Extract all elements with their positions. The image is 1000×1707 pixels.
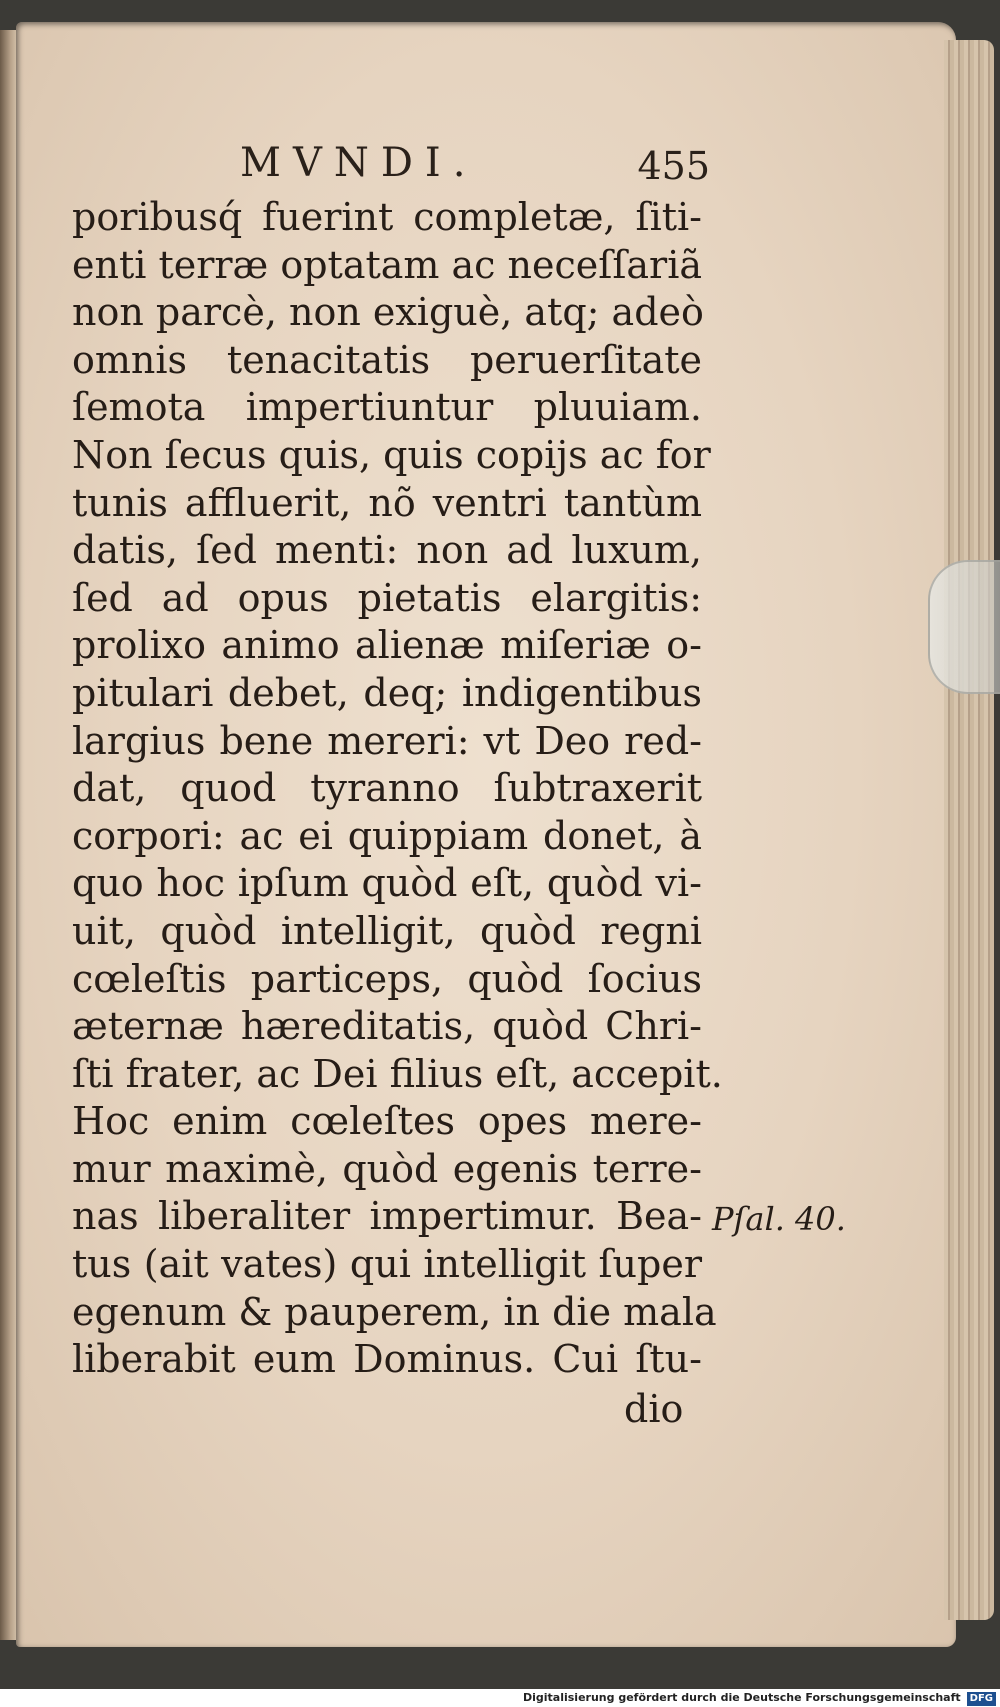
text-line: nas liberaliter impertimur. Bea- [72, 1194, 702, 1239]
text-line: uit, quòd intelligit, quòd regni [72, 908, 702, 953]
text-line: quo hoc ipſum quòd eſt, quòd vi- [72, 861, 702, 906]
text-line: ſti frater, ac Dei filius eſt, accepit. [72, 1051, 723, 1096]
text-line: prolixo animo alienæ miſeriæ o- [72, 623, 702, 668]
text-line: datis, ſed menti: non ad luxum, [72, 528, 702, 573]
running-head: MVNDI. [240, 140, 478, 186]
text-line: largius bene mereri: vt Deo red- [72, 718, 702, 763]
text-line: Non ſecus quis, quis copijs ac for [72, 432, 711, 477]
text-line: liberabit eum Dominus. Cui ſtu- [72, 1337, 702, 1382]
body-text [72, 194, 723, 1384]
text-line: tunis affluerit, nõ ventri tantùm [72, 480, 702, 525]
page-header [240, 140, 710, 192]
page-number: 455 [637, 144, 710, 188]
text-line: omnis tenacitatis peruerſitate [72, 337, 702, 382]
text-line: cœleſtis particeps, quòd ſocius [72, 956, 702, 1001]
catchword: dio [624, 1387, 684, 1431]
text-line: mur maximè, quòd egenis terre- [72, 1146, 702, 1191]
text-line: non parcè, non exiguè, atq; adeò [72, 290, 704, 335]
dfg-logo-icon: DFG [967, 1692, 996, 1706]
text-line: corpori: ac ei quippiam donet, à [72, 813, 702, 858]
text-line: Hoc enim cœleſtes opes mere- [72, 1099, 702, 1144]
marginal-note: Pſal. 40. [712, 1200, 846, 1238]
text-line: poribusq́ fuerint completæ, ſiti- [72, 195, 702, 239]
text-line: pitulari debet, deq; indigentibus [72, 670, 702, 715]
credit-text: Digitalisierung gefördert durch die Deutsche Forschungsgemeinschaft [522, 1691, 961, 1704]
digitization-credit [0, 1689, 1000, 1707]
page-fore-edge [944, 40, 994, 1620]
page-clip [928, 560, 1000, 694]
text-line: æternæ hæreditatis, quòd Chri- [72, 1004, 702, 1049]
text-line: ſemota impertiuntur pluuiam. [72, 385, 702, 430]
text-line: tus (ait vates) qui intelligit ſuper [72, 1242, 702, 1287]
text-line: ſed ad opus pietatis elargitis: [72, 575, 702, 620]
text-line: enti terræ optatam ac neceſſariã [72, 242, 703, 287]
text-line: dat, quod tyranno ſubtraxerit [72, 766, 702, 811]
text-line: egenum & pauperem, in die mala [72, 1289, 717, 1334]
